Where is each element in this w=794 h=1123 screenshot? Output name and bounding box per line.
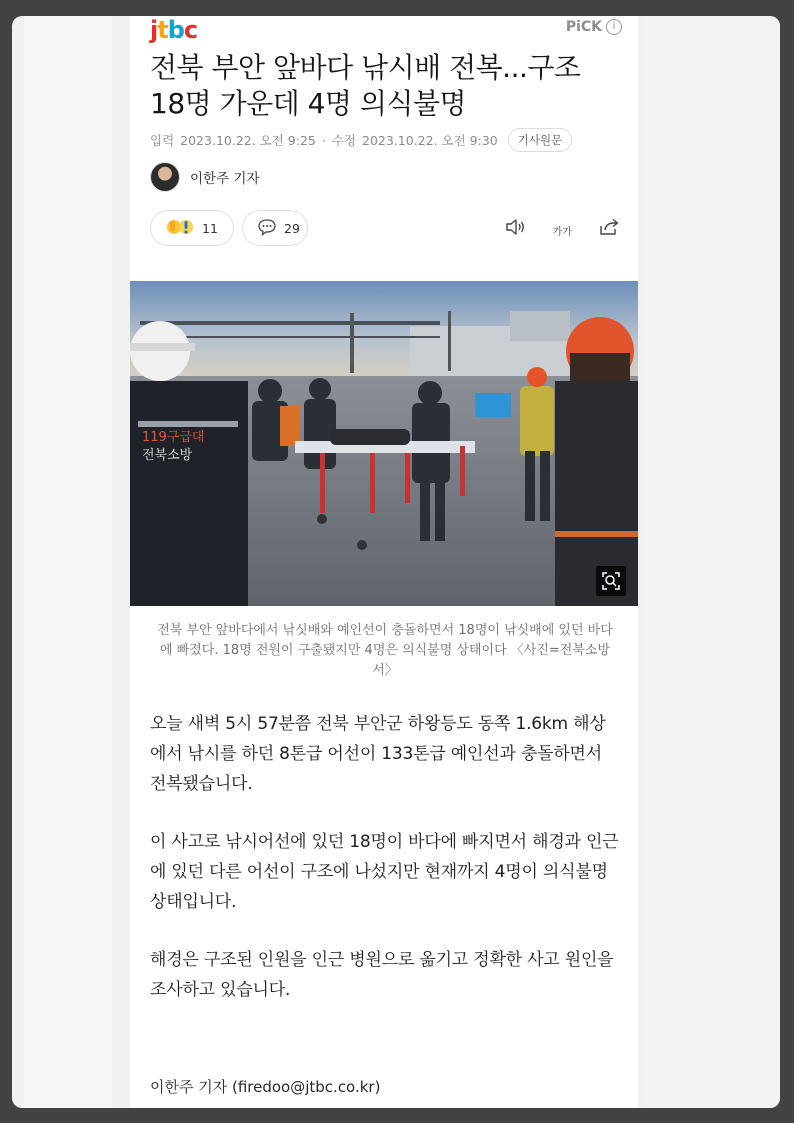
comment-button[interactable] (242, 210, 308, 246)
zoom-search-icon[interactable] (596, 566, 626, 596)
vest-text-119: 119구급대 (142, 430, 205, 445)
article-byline: 이한주 기자 (firedoo@jtbc.co.kr) (150, 1078, 381, 1096)
photo-caption: 전북 부안 앞바다에서 낚싯배와 예인선이 충돌하면서 18명이 낚싯배에 있던 바다에 빠졌다. 18명 전원이 구출됐지만 4명은 의식불명 상태이다 〈사진=전북소방서〉 (157, 623, 613, 678)
jtbc-logo[interactable] (150, 16, 197, 44)
article-photo[interactable] (130, 281, 638, 606)
article-meta (150, 128, 572, 152)
font-size-icon[interactable] (553, 220, 572, 240)
share-icon[interactable] (598, 218, 620, 241)
logo-letter-b: b (167, 16, 184, 44)
font-size-label: 가가 (552, 226, 572, 238)
meta-separator: · (321, 132, 326, 148)
article-page (130, 16, 638, 1108)
speech-bubble-icon (257, 218, 277, 239)
original-article-button[interactable]: 기사원문 (508, 128, 572, 152)
article-headline: 전북 부안 앞바다 낚시배 전복...구조 18명 가운데 4명 의식불명 (150, 51, 581, 120)
article-paragraph-1: 오늘 새벽 5시 57분쯤 전북 부안군 하왕등도 동쪽 1.6km 해상에서 낚시를 하던 8톤급 어선이 133톤급 예인선과 충돌하면서 전복됐습니다. (150, 714, 606, 794)
logo-letter-c: c (183, 16, 198, 44)
vest-text-jeonbuk: 전북소방 (142, 448, 193, 463)
pick-label: PiCK (565, 19, 602, 35)
info-icon[interactable]: i (606, 19, 622, 35)
speaker-icon[interactable] (505, 218, 527, 241)
comment-count: 29 (284, 220, 300, 236)
screenshot-frame (12, 16, 780, 1108)
input-label: 입력 (150, 133, 175, 148)
rescue-scene-image (130, 281, 638, 606)
pick-badge[interactable] (566, 19, 622, 35)
reporter-name: 이한주 기자 (190, 171, 260, 187)
article-paragraph-3: 해경은 구조된 인원을 인근 병원으로 옮기고 정확한 사고 원인을 조사하고 있습니다. (150, 950, 614, 1000)
edit-date: 2023.10.22. 오전 9:30 (362, 133, 498, 148)
reaction-button[interactable] (150, 210, 234, 246)
reporter-avatar (150, 162, 180, 192)
article-paragraph-2: 이 사고로 낚시어선에 있던 18명이 바다에 빠지면서 해경과 인근에 있던 다른 어선이 구조에 나섰지만 현재까지 4명이 의식불명 상태입니다. (150, 832, 619, 912)
reporter-info[interactable] (150, 162, 260, 192)
right-margin (642, 16, 780, 1108)
article-tools (505, 218, 620, 241)
reaction-emoji-icon (165, 217, 195, 240)
logo-letter-j: j (150, 16, 158, 44)
edit-label: 수정 (331, 133, 357, 148)
logo-letter-t: t (157, 16, 168, 44)
left-margin (24, 16, 112, 1108)
reaction-count: 11 (202, 220, 218, 236)
input-date: 2023.10.22. 오전 9:25 (180, 133, 316, 148)
